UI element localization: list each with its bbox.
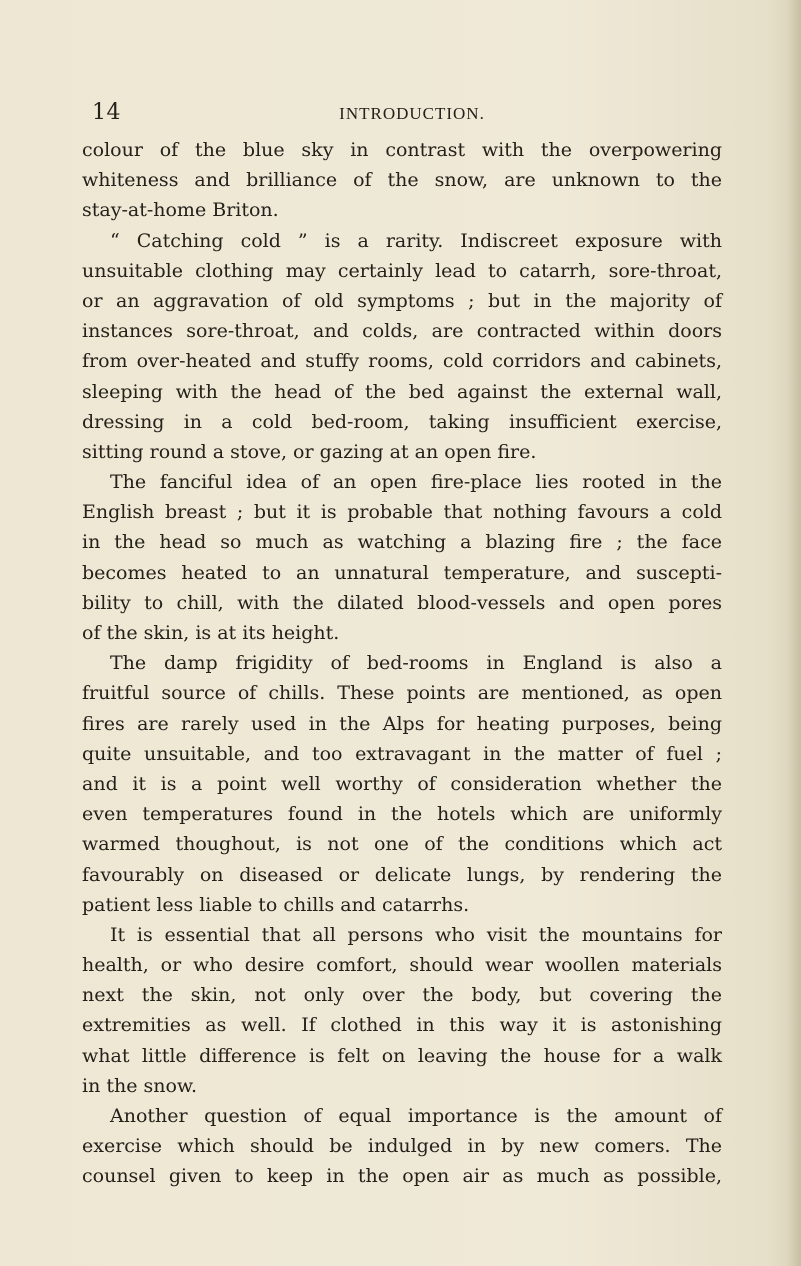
text-line: extremities as well. If clothed in this way it is astonishing (82, 1014, 722, 1037)
text-line: Another question of equal importance is the amount of (110, 1105, 722, 1127)
text-line: unsuitable clothing may certainly lead to catarrh, sore-throat, (82, 259, 722, 282)
page-edge-shadow (787, 0, 801, 1266)
text-line: health, or who desire comfort, should wear woollen materials (82, 954, 722, 977)
text-line: dressing in a cold bed-room, taking insufficient exercise, (82, 410, 722, 433)
text-line: sleeping with the head of the bed against the external wall, (82, 380, 722, 403)
text-line: stay-at-home Briton. (82, 199, 279, 222)
text-line: colour of the blue sky in contrast with the overpowering (82, 139, 722, 161)
text-line: sitting round a stove, or gazing at an open fire. (82, 440, 537, 463)
text-line: favourably on diseased or delicate lungs, by rendering the (82, 863, 722, 886)
page-header (92, 98, 732, 128)
text-line: quite unsuitable, and too extravagant in the matter of fuel ; (82, 742, 722, 765)
text-line: warmed thoughout, is not one of the conditions which act (82, 833, 722, 856)
text-line: fruitful source of chills. These points are mentioned, as open (82, 682, 722, 705)
text-line: and it is a point well worthy of consideration whether the (82, 772, 722, 795)
running-head: INTRODUCTION. (339, 104, 485, 123)
text-line: in the head so much as watching a blazing fire ; the face (82, 531, 722, 554)
text-line: bility to chill, with the dilated blood-vessels and open pores (82, 591, 722, 614)
text-line: whiteness and brilliance of the snow, are unknown to the (82, 169, 722, 192)
text-line: or an aggravation of old symptoms ; but in the majority of (82, 289, 722, 312)
text-line: becomes heated to an unnatural temperature, and suscepti- (82, 561, 722, 584)
text-line: The fanciful idea of an open fire-place lies rooted in the (110, 471, 722, 494)
text-line: The damp frigidity of bed-rooms in England is also a (110, 652, 722, 675)
text-line: in the snow. (82, 1074, 197, 1097)
text-line: fires are rarely used in the Alps for heating purposes, being (82, 712, 722, 735)
text-line: It is essential that all persons who visit the mountains for (110, 923, 722, 946)
text-line: English breast ; but it is probable that nothing favours a cold (82, 501, 722, 524)
text-line: patient less liable to chills and catarrhs. (82, 893, 470, 916)
text-line: of the skin, is at its height. (82, 622, 340, 644)
page-number: 14 (92, 100, 121, 125)
text-line: from over-heated and stuffy rooms, cold corridors and cabinets, (82, 350, 722, 373)
text-line: “ Catching cold ” is a rarity. Indiscreet exposure with (110, 229, 722, 252)
text-line: counsel given to keep in the open air as much as possible, (82, 1165, 722, 1188)
text-line: next the skin, not only over the body, but covering the (82, 984, 722, 1007)
text-line: what little difference is felt on leaving the house for a walk (82, 1044, 722, 1067)
body-text (82, 135, 722, 1192)
text-line: instances sore-throat, and colds, are contracted within doors (82, 320, 722, 343)
text-line: exercise which should be indulged in by new comers. The (82, 1135, 722, 1158)
text-line: even temperatures found in the hotels which are uniformly (82, 803, 722, 826)
